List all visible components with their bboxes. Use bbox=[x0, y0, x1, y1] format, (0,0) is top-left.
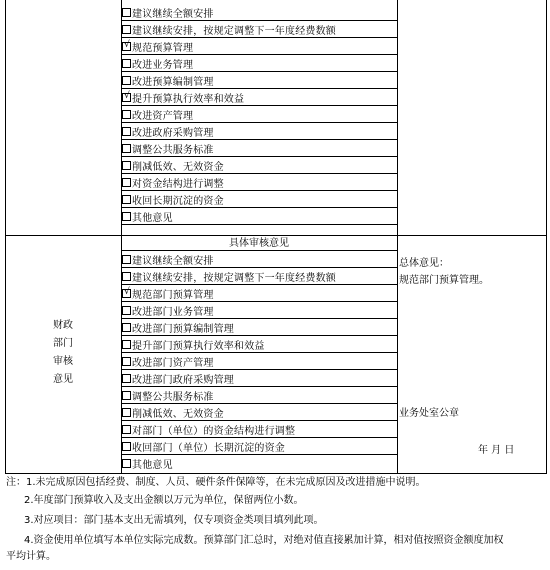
finance-option-label: 改进部门业务管理 bbox=[132, 306, 214, 318]
overall-opinion-text: 规范部门预算管理。 bbox=[399, 275, 489, 286]
finance-option-row bbox=[121, 404, 397, 420]
finance-option-checkbox[interactable] bbox=[122, 340, 131, 349]
finance-option-row bbox=[121, 336, 397, 352]
finance-side-label-2: 部门 bbox=[53, 338, 73, 349]
note-4: 4.资金使用单位填写本单位实际完成数。预算部门汇总时，对绝对值直接累加计算，相对值按照资金额度加权 bbox=[24, 535, 504, 546]
checkmark-icon: √ bbox=[124, 286, 130, 297]
finance-option-label: 削减低效、无效资金 bbox=[132, 408, 224, 420]
finance-option-label: 调整公共服务标准 bbox=[132, 391, 214, 403]
upper-option-row bbox=[121, 89, 397, 105]
upper-option-checkbox[interactable] bbox=[122, 144, 131, 153]
upper-option-checkbox[interactable] bbox=[122, 39, 131, 51]
finance-option-row bbox=[121, 302, 397, 318]
upper-option-row bbox=[121, 140, 397, 156]
finance-option-label: 提升部门预算执行效率和效益 bbox=[132, 340, 265, 352]
finance-option-checkbox[interactable] bbox=[122, 323, 131, 332]
finance-option-row bbox=[121, 319, 397, 335]
upper-option-label: 削减低效、无效资金 bbox=[132, 161, 224, 173]
finance-option-checkbox[interactable] bbox=[122, 272, 131, 281]
upper-option-checkbox[interactable] bbox=[122, 178, 131, 187]
grid-line bbox=[121, 224, 398, 225]
upper-option-label: 改进业务管理 bbox=[132, 59, 194, 71]
upper-option-checkbox[interactable] bbox=[122, 161, 131, 170]
upper-option-label: 建议继续全额安排 bbox=[132, 8, 214, 20]
finance-option-checkbox[interactable] bbox=[122, 459, 131, 468]
checkmark-icon: √ bbox=[124, 39, 130, 50]
finance-specific-heading: 具体审核意见 bbox=[229, 238, 289, 249]
upper-option-label: 规范预算管理 bbox=[132, 42, 194, 54]
finance-option-checkbox[interactable] bbox=[122, 408, 131, 417]
finance-option-checkbox[interactable] bbox=[122, 286, 131, 298]
upper-option-checkbox[interactable] bbox=[122, 76, 131, 85]
grid-line bbox=[546, 0, 547, 474]
upper-option-row bbox=[121, 157, 397, 173]
finance-option-checkbox[interactable] bbox=[122, 357, 131, 366]
finance-option-checkbox[interactable] bbox=[122, 391, 131, 400]
finance-option-checkbox[interactable] bbox=[122, 425, 131, 434]
upper-option-row bbox=[121, 55, 397, 71]
finance-option-label: 改进部门政府采购管理 bbox=[132, 374, 234, 386]
upper-option-row bbox=[121, 72, 397, 88]
upper-option-checkbox[interactable] bbox=[122, 195, 131, 204]
finance-option-label: 改进部门预算编制管理 bbox=[132, 323, 234, 335]
finance-option-row bbox=[121, 285, 397, 301]
upper-option-checkbox[interactable] bbox=[122, 212, 131, 221]
upper-option-row bbox=[121, 208, 397, 224]
office-seal-label: 业务处室公章 bbox=[399, 408, 459, 419]
finance-option-checkbox[interactable] bbox=[122, 442, 131, 451]
finance-option-label: 对部门（单位）的资金结构进行调整 bbox=[132, 425, 296, 437]
upper-option-checkbox[interactable] bbox=[122, 8, 131, 17]
upper-option-checkbox[interactable] bbox=[122, 25, 131, 34]
upper-option-label: 其他意见 bbox=[132, 212, 173, 224]
finance-option-row bbox=[121, 251, 397, 267]
finance-option-checkbox[interactable] bbox=[122, 255, 131, 264]
finance-option-row bbox=[121, 353, 397, 369]
upper-option-row bbox=[121, 123, 397, 139]
upper-option-checkbox[interactable] bbox=[122, 127, 131, 136]
finance-option-label: 改进部门资产管理 bbox=[132, 357, 214, 369]
upper-option-row bbox=[121, 106, 397, 122]
upper-option-label: 建议继续安排，按规定调整下一年度经费数额 bbox=[132, 25, 336, 37]
upper-option-checkbox[interactable] bbox=[122, 90, 131, 102]
upper-option-label: 提升预算执行效率和效益 bbox=[132, 93, 245, 105]
finance-option-checkbox[interactable] bbox=[122, 374, 131, 383]
overall-opinion-label: 总体意见： bbox=[399, 258, 449, 269]
finance-option-label: 规范部门预算管理 bbox=[132, 289, 214, 301]
upper-option-label: 改进预算编制管理 bbox=[132, 76, 214, 88]
upper-option-row bbox=[121, 38, 397, 54]
date-label: 年 月 日 bbox=[478, 445, 515, 456]
finance-side-label-1: 财政 bbox=[53, 320, 73, 331]
upper-option-row bbox=[121, 174, 397, 190]
note-1: 注：1.未完成原因包括经费、制度、人员、硬件条件保障等，在未完成原因及改进措施中说明。 bbox=[6, 477, 426, 488]
finance-option-label: 建议继续安排，按规定调整下一年度经费数额 bbox=[132, 272, 336, 284]
finance-option-label: 收回部门（单位）长期沉淀的资金 bbox=[132, 442, 285, 454]
upper-option-label: 改进资产管理 bbox=[132, 110, 194, 122]
finance-option-label: 建议继续全额安排 bbox=[132, 255, 214, 267]
note-2: 2.年度部门预算收入及支出金额以万元为单位，保留两位小数。 bbox=[24, 495, 304, 506]
upper-option-checkbox[interactable] bbox=[122, 110, 131, 119]
upper-option-row bbox=[121, 4, 397, 20]
upper-option-label: 改进政府采购管理 bbox=[132, 127, 214, 139]
finance-option-row bbox=[121, 387, 397, 403]
upper-option-label: 调整公共服务标准 bbox=[132, 144, 214, 156]
finance-side-label-4: 意见 bbox=[53, 374, 73, 385]
upper-option-label: 对资金结构进行调整 bbox=[132, 178, 224, 190]
finance-option-row bbox=[121, 421, 397, 437]
note-3: 3.对应项目：部门基本支出无需填列，仅专项资金类项目填列此项。 bbox=[24, 515, 324, 526]
finance-option-checkbox[interactable] bbox=[122, 306, 131, 315]
finance-option-row bbox=[121, 268, 397, 284]
finance-option-label: 其他意见 bbox=[132, 459, 173, 471]
note-4-continued: 平均计算。 bbox=[6, 551, 56, 562]
finance-option-row bbox=[121, 438, 397, 454]
upper-option-row bbox=[121, 21, 397, 37]
grid-line bbox=[5, 0, 6, 474]
grid-line bbox=[5, 473, 547, 474]
upper-option-checkbox[interactable] bbox=[122, 59, 131, 68]
checkmark-icon: √ bbox=[124, 90, 130, 101]
finance-option-row bbox=[121, 370, 397, 386]
upper-option-label: 收回长期沉淀的资金 bbox=[132, 195, 224, 207]
finance-option-row bbox=[121, 455, 397, 471]
finance-side-label-3: 审核 bbox=[53, 356, 73, 367]
upper-option-row bbox=[121, 191, 397, 207]
